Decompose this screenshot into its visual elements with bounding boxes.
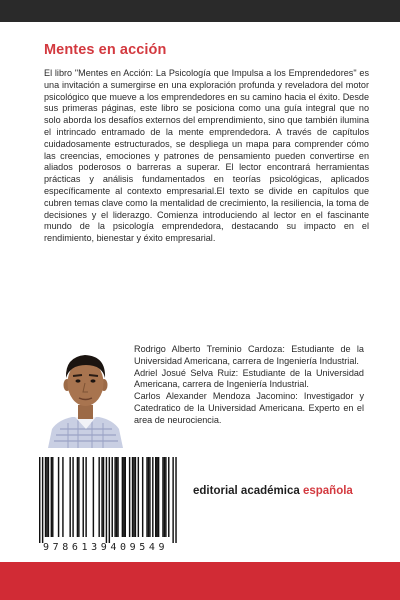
bottom-band [0,562,400,600]
isbn-barcode [33,457,185,560]
barcode-bar [78,457,79,537]
barcode-bar [93,457,94,537]
barcode-bar [72,457,73,537]
barcode-bar [48,457,49,537]
barcode-bar [155,457,156,537]
barcode-bar [135,457,136,537]
barcode-bar [149,457,150,537]
barcode-bar [172,457,173,543]
barcode-bar [122,457,123,537]
author-bios [134,344,364,427]
author-bio: Carlos Alexander Mendoza Jacomino: Investigador y Catedratico de la Universidad Americana. Experto en el area de neurociencia. [134,391,364,425]
barcode-bar [62,457,63,537]
barcode-bar [45,457,46,537]
barcode-icon [33,457,185,543]
barcode-bar [165,457,166,537]
barcode-bar [114,457,115,537]
publisher-main: editorial académica [193,485,300,497]
barcode-bar [117,457,118,537]
book-title: Mentes en acción [44,42,167,58]
isbn-number: 9786139409549 [43,542,169,553]
barcode-bar [152,457,153,537]
barcode-bar [39,457,40,543]
barcode-bar [98,457,99,537]
author-bio: Adriel Josué Selva Ruiz: Estudiante de la Universidad Americana, carrera de Ingeniería Industrial. [134,367,364,390]
barcode-bar [116,457,117,537]
barcode-bar [101,457,102,537]
barcode-bar [58,457,59,537]
barcode-bar [133,457,134,537]
barcode-bar [42,457,43,543]
barcode-bar [123,457,124,537]
barcode-bar [129,457,130,537]
barcode-bar [106,457,107,543]
barcode-bar [51,457,52,537]
barcode-bar [69,457,70,537]
barcode-bar [168,457,169,537]
barcode-bar [162,457,163,537]
barcode-bar [158,457,159,537]
barcode-bar [146,457,147,537]
barcode-bar [77,457,78,537]
barcode-bar [138,457,139,537]
barcode-bar [142,457,143,537]
barcode-bar [175,457,176,543]
barcode-bar [83,457,84,537]
barcode-bar [46,457,47,537]
book-description: El libro "Mentes en Acción: La Psicología que Impulsa a los Emprendedores" es una invitación a sumergirse en una exploración profunda y reveladora del motor psicológico que mueve a los emprendedores en su camino hacia el éxito. Desde sus primeras páginas, este libro se posiciona como una guía integral que no solo aborda los desafíos externos del emprendimiento, sino que también ilumina el intrincado entramado de la mente emprendedora. A través de capítulos cuidadosamente estructurados, se despliega un mapa para comprender cómo las creencias, emociones y patrones de pensamiento pueden convertirse en aliados poderosos o barreras a superar. El lector encontrará herramientas prácticas y análisis fundamentados en teorías psicológicas, aplicados específicamente al contexto empresarial.El texto se divide en capítulos que cubren temas clave como la mentalidad de crecimiento, la resiliencia, la toma de decisiones y el liderazgo. Comienza introduciendo al lector en el fascinante mundo de la psicología emprendedora, destacando su impacto en el rendimiento, bienestar y éxito empresarial. [44,68,369,244]
barcode-bar [112,457,113,537]
barcode-bar [109,457,110,543]
author-bio: Rodrigo Alberto Treminio Cardoza: Estudiante de la Universidad Americana, carrera de Ingeniería Industrial. [134,344,364,366]
barcode-bar [164,457,165,537]
top-band [0,0,400,22]
barcode-bar [132,457,133,537]
publisher-accent: española [302,485,353,497]
barcode-bar [85,457,86,537]
publisher-name [193,485,353,497]
barcode-bar [52,457,53,537]
barcode-bar [156,457,157,537]
barcode-bar [125,457,126,537]
author-portrait-icon [46,343,125,448]
barcode-bar [148,457,149,537]
barcode-bar [103,457,104,537]
author-photo [46,343,125,448]
